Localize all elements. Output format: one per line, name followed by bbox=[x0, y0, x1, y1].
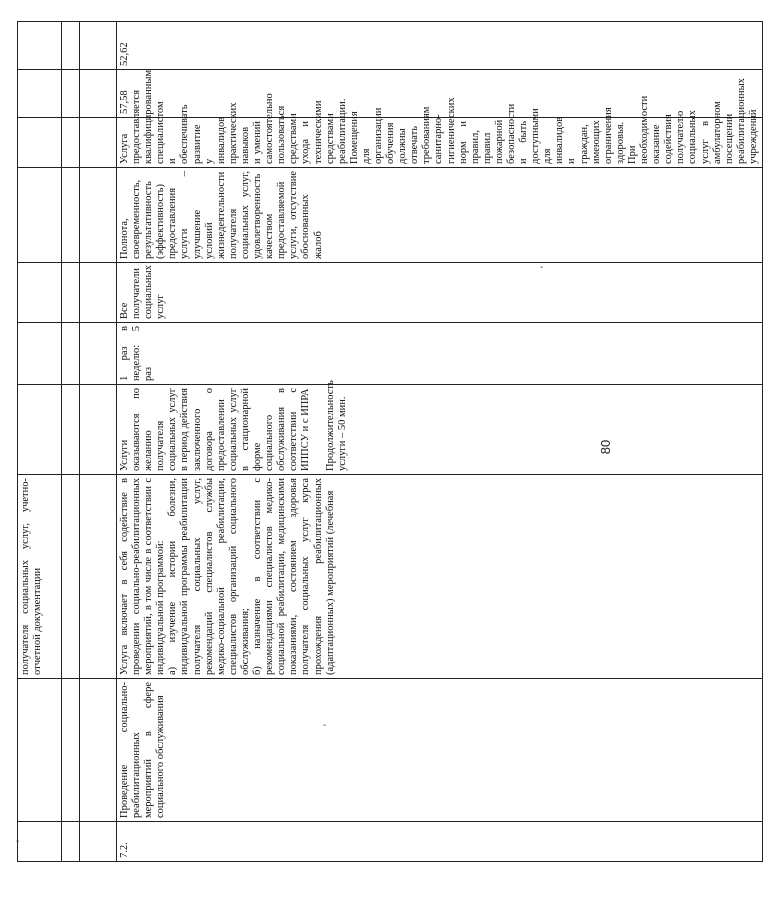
table-row bbox=[80, 22, 117, 862]
table-row bbox=[18, 22, 62, 862]
table-row bbox=[62, 22, 80, 862]
row-number-cell: 7.2. bbox=[117, 822, 763, 862]
tariff-2-cell: 52,62 bbox=[117, 22, 763, 70]
service-name-cell: Проведение социально-реабилитационных мероприятий в сфере социального обслуживания bbox=[117, 679, 763, 822]
stray-mark: - bbox=[16, 836, 20, 847]
page-number: 80 bbox=[598, 439, 613, 455]
table-row bbox=[117, 22, 763, 862]
rotated-table-wrapper bbox=[17, 22, 759, 862]
stray-mark: - bbox=[323, 720, 327, 731]
quality-indicators-cell: Полнота, своевременность, результативность (эффективность) предоставления услуги – улучшение условий жизнедеятельности получателя социальных услуг, удовлетворенность качеством предоставляемой услуги, отсутствие обоснованных жалоб bbox=[117, 168, 763, 263]
recipients-cell: Все получатели социальных услуг bbox=[117, 263, 763, 323]
quality-conditions-cell: Услуга предоставляется квалифицированным специалистом и обеспечивать развитие у инвалидов практических навыков и умений самостоятельно пользоваться средствами ухода и техническими средствами реабилитации. Помещения для организации обучения должны отвечать требованиям санитарно-гигиенических норм и правил, правил пожарной безопасности и быть доступными для инвалидов и граждан, имеющих ограничения здоровья. При необходимости оказание содействия получателю социальных услуг в амбулаторном посещении реабилитационных учреждений bbox=[117, 118, 763, 168]
periodicity-cell: 1 раз в неделю: 5 раз bbox=[117, 323, 763, 385]
service-description-cell: Услуга включает в себя содействие в проведении социально-реабилитационных мероприятий, в том числе в соответствии с индивидуальной программой: а) изучение истории болезни, индивидуальной программы реабилитации получателя социальных услуг, рекомендаций специалистов службы медико-социальной реабилитации, специалистов организаций социального обслуживания; б) назначение в соответствии с рекомендациями специалистов медико-социальной реабилитации, медицинскими показаниями, состоянием здоровья получателя социальных услуг курса прохождения реабилитационных (адаптационных) мероприятий (лечебная bbox=[117, 475, 763, 679]
social-services-table bbox=[17, 21, 763, 862]
stray-mark: - bbox=[540, 262, 544, 273]
tariff-1-cell: 57,58 bbox=[117, 70, 763, 118]
continuation-cell: получателя социальных услуг, учетно-отчетной документации bbox=[18, 475, 62, 679]
provision-terms-cell: Услуги оказываются по желанию получателя социальных услуг в период действия заключенного договора о предоставлении социальных услуг в стационарной форме социального обслуживания в соответствии с ИППСУ и с ИПРА Продолжительность услуги – 50 мин. bbox=[117, 385, 763, 475]
